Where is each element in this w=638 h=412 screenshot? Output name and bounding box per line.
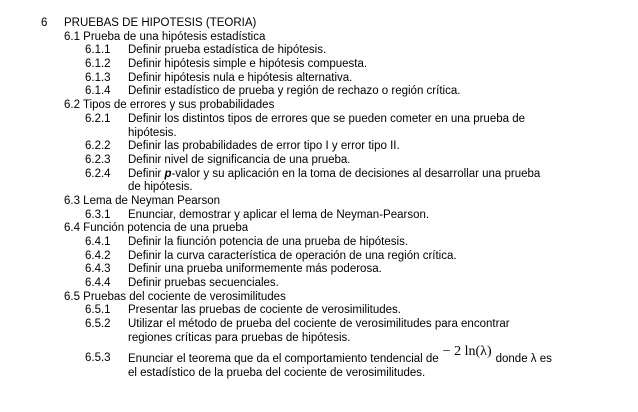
item-text: Definir las probabilidades de error tipo I y error tipo II. [128,140,400,153]
item-number: 6.1.4 [85,85,111,98]
item-text-main: Enunciar el teorema que da el comportamiento tendencial de [128,352,439,365]
item-text-continuation: el estadístico de la prueba del cociente de verosimilitudes. [128,366,426,379]
section-heading [0,195,638,209]
list-item [0,113,638,127]
p-symbol: p [164,167,172,180]
item-text: Presentar las pruebas de cociente de verosimilitudes. [128,304,401,317]
item-text: Definir nivel de significancia de una prueba. [128,153,351,166]
list-item [0,44,638,58]
section-heading [0,99,638,113]
list-item [0,236,638,250]
list-item [0,263,638,277]
section-heading [0,31,638,45]
item-text-rest: -valor y su aplicación en la toma de decisiones al desarrollar una prueba [171,167,541,180]
item-number: 6.3.1 [85,208,111,221]
section-label: 6.1 Prueba de una hipótesis estadística [64,30,266,43]
item-text-suffix: donde λ es [495,352,552,365]
item-text: Enunciar, demostrar y aplicar el lema de Neyman-Pearson. [128,208,430,221]
list-item [0,154,638,168]
section-label: 6.4 Función potencia de una prueba [64,222,249,235]
list-item [0,140,638,154]
list-item [0,58,638,72]
item-text: Definir estadístico de prueba y región de rechazo o región crítica. [128,85,461,98]
item-number: 6.2.2 [85,140,111,153]
list-item [0,72,638,86]
item-text: Definir hipótesis nula e hipótesis alternativa. [128,71,353,84]
item-number: 6.1.2 [85,58,111,71]
item-number: 6.2.1 [85,112,111,125]
item-text: Definir la curva característica de operación de una región crítica. [128,249,457,262]
item-number: 6.2.3 [85,153,111,166]
item-number: 6.4.4 [85,277,111,290]
section-label: 6.5 Pruebas del cociente de verosimilitudes [64,290,286,303]
item-text: Definir los distintos tipos de errores que se pueden cometer en una prueba de [128,112,525,125]
item-number: 6.5.3 [85,351,111,364]
item-text [128,168,540,182]
list-item-continuation [0,127,638,141]
list-item [0,168,638,182]
chapter-title: PRUEBAS DE HIPOTESIS (TEORIA) [64,17,257,29]
chapter-number: 6 [41,17,48,29]
item-text: Definir pruebas secuenciales. [128,277,279,290]
item-text: Definir una prueba uniformemente más poderosa. [128,263,382,276]
list-item [0,277,638,291]
item-text: Definir prueba estadística de hipótesis. [128,44,327,57]
item-text [128,343,552,367]
list-item [0,209,638,223]
section-label: 6.2 Tipos de errores y sus probabilidades [64,99,275,112]
item-number: 6.4.3 [85,263,111,276]
formula-neg-2-ln-lambda: − 2 ln(λ) [442,343,492,359]
list-item-continuation [0,332,638,346]
item-number: 6.1.1 [85,44,111,57]
item-text: Definir hipótesis simple e hipótesis compuesta. [128,58,368,71]
item-number: 6.2.4 [85,167,111,180]
item-number: 6.4.1 [85,236,111,248]
item-number: 6.1.3 [85,71,111,84]
item-text-prefix: Definir [128,167,165,180]
item-text: Definir la fiunción potencia de una prueba de hipótesis. [128,236,409,248]
list-item [0,318,638,332]
item-text-continuation: hipótesis. [128,126,177,139]
section-heading [0,291,638,305]
section-label: 6.3 Lema de Neyman Pearson [64,194,220,207]
list-item [0,85,638,99]
item-number: 6.5.2 [85,318,111,331]
chapter-heading [0,17,638,31]
item-number: 6.4.2 [85,249,111,262]
list-item [0,343,638,367]
item-text-continuation: regiones críticas para pruebas de hipótesis. [128,331,351,344]
list-item-continuation [0,181,638,195]
list-item-continuation [0,367,638,381]
item-text-continuation: de hipótesis. [128,181,193,194]
list-item [0,250,638,264]
item-number: 6.5.1 [85,304,111,317]
list-item [0,304,638,318]
section-heading [0,222,638,236]
item-text: Utilizar el método de prueba del cociente de verosimilitudes para encontrar [128,318,510,331]
